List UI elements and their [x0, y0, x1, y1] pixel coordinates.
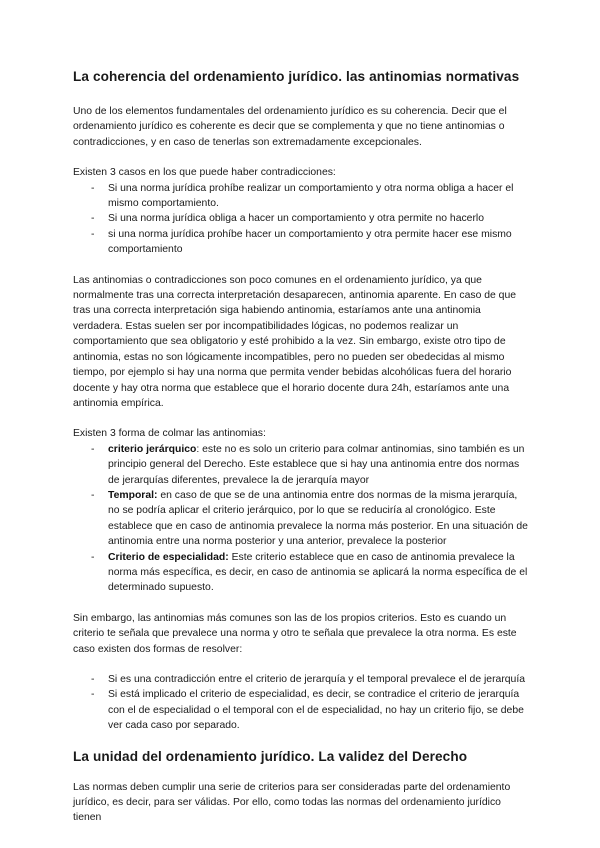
list-item: - Si es una contradicción entre el criterio de jerarquía y el temporal prevalece el de jerarquía	[91, 672, 528, 687]
list-item: - Si una norma jurídica prohíbe realizar un comportamiento y otra norma obliga a hacer el mismo comportamiento.	[91, 181, 528, 212]
paragraph-criteria-conflicts: Sin embargo, las antinomias más comunes son las de los propios criterios. Esto es cuando un criterio te señala que prevalece una norma y otro te señala que prevalece la otra norma. Es este caso existen dos formas de resolver:	[73, 612, 517, 655]
criterion-term: Temporal:	[108, 489, 158, 501]
criterion-term: Criterio de especialidad:	[108, 551, 229, 563]
paragraph-coherence-intro: Uno de los elementos fundamentales del ordenamiento jurídico es su coherencia. Decir que el ordenamiento jurídico es coherente es decir que se complementa y que no tiene antinomias o contradicciones, y en caso de tenerlas son extremadamente excepcionales.	[73, 106, 507, 148]
section-heading-unity: La unidad del ordenamiento jurídico. La validez del Derecho	[73, 748, 468, 764]
criterion-text: Este criterio establece que en caso de antinomia prevalece la norma más específica, es decir, en caso de antinomia se aplicará la norma específica de el determinado supuesto.	[108, 551, 528, 594]
resolution-criteria-list	[73, 442, 528, 596]
paragraph-antinomy-types: Las antinomias o contradicciones son poco comunes en el ordenamiento jurídico, ya que normalmente tras una correcta interpretación desaparecen, antinomia aparente. En caso de que tras una correcta interpretación siga habiendo antinomia, estaríamos ante una antinomia verdadera. Estas suelen ser por incompatibilidades lógicas, no podemos realizar un comportamiento que sea obligatorio y esté prohibido a la vez. Sin embargo, existe otro tipo de antinomia, estas no son lógicamente incompatibles, pero no pueden ser obedecidas al mismo tiempo, por ejemplo si hay una norma que permita vender bebidas alcohólicas fuera del horario docente y hay otra norma que establece que el horario docente dura 24h, estaríamos ante una antinomia empírica.	[73, 274, 517, 409]
paragraph-cases-intro: Existen 3 casos en los que puede haber contradicciones:	[73, 167, 336, 179]
criterion-text: : este no es solo un criterio para colmar antinomias, sino también es un principio general del Derecho. Este establece que si hay una antinomia entre dos normas de jerarquías diferentes, prevalece la de jerarquía mayor	[108, 443, 525, 486]
list-item: - Si está implicado el criterio de especialidad, es decir, se contradice el criterio de jerarquía con el de especialidad o el temporal con el de especialidad, no hay un criterio fijo, se debe ver cada caso por separado.	[91, 687, 528, 733]
criterion-text: en caso de que se de una antinomia entre dos normas de la misma jerarquía, no se podría aplicar el criterio jerárquico, por lo que se reduciría al cronológico. Este establece que en caso de antinomia prevalece la norma más posterior. En una situación de antinomia entre una norma posterior y una anterior, prevalece la posterior	[108, 489, 528, 548]
section-heading-coherence: La coherencia del ordenamiento jurídico. las antinomias normativas	[73, 69, 520, 84]
list-item: - si una norma jurídica prohíbe hacer un comportamiento y otra permite hacer ese mismo comportamiento	[91, 227, 528, 258]
paragraph-criteria-intro: Existen 3 forma de colmar las antinomias:	[73, 428, 266, 440]
list-item	[91, 550, 528, 596]
contradiction-cases-list	[73, 181, 528, 258]
list-item: - Si una norma jurídica obliga a hacer un comportamiento y otra permite no hacerlo	[91, 211, 528, 226]
list-item	[91, 488, 528, 550]
paragraph-validity-intro: Las normas deben cumplir una serie de criterios para ser consideradas parte del ordenamiento jurídico, es decir, para ser válidas. Por ello, como todas las normas del ordenamiento jurídico tienen	[73, 781, 511, 824]
criterion-term: criterio jerárquico	[108, 443, 197, 455]
list-item	[91, 442, 528, 488]
criteria-conflict-list	[73, 672, 528, 734]
